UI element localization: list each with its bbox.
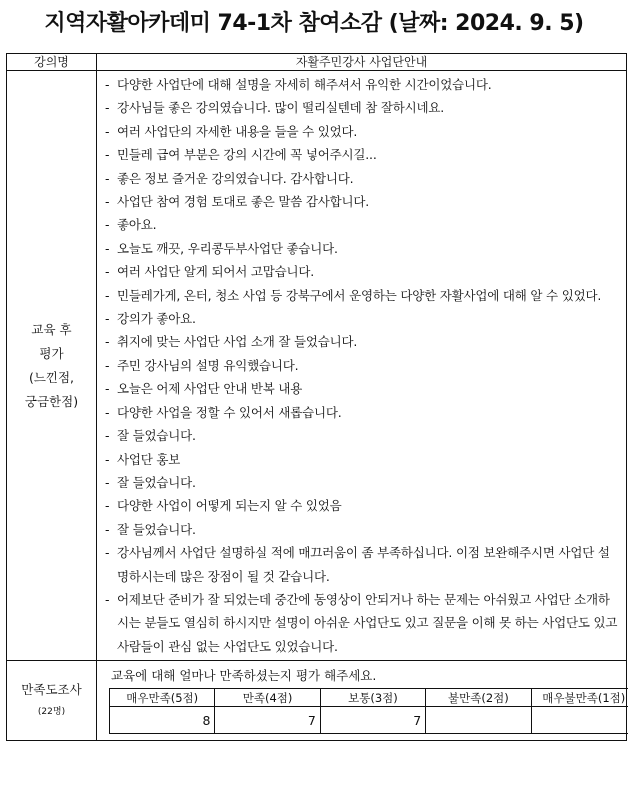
- rating-label-neutral: 보통(3점): [320, 689, 425, 707]
- feedback-item: - 주민 강사님의 설명 유익했습니다.: [105, 357, 299, 373]
- feedback-cell: [97, 71, 627, 661]
- satisfaction-count: (22명): [37, 706, 66, 717]
- rating-value-satisfied: 7: [215, 707, 320, 734]
- page-title: 지역자활아카데미 74-1차 참여소감 (날짜: 2024. 9. 5): [44, 11, 584, 36]
- feedback-label-line: 교육 후: [31, 321, 72, 337]
- rating-table: [109, 688, 628, 734]
- rating-label-very-dissatisfied: 매우불만족(1점): [531, 689, 628, 707]
- lecture-name-header: 강의명: [7, 54, 97, 71]
- feedback-item: - 다양한 사업을 정할 수 있어서 새롭습니다.: [105, 404, 342, 420]
- feedback-item: - 잘 들었습니다.: [105, 474, 196, 490]
- feedback-list: [97, 73, 626, 658]
- rating-value-very-satisfied: 8: [110, 707, 215, 734]
- feedback-item: - 잘 들었습니다.: [105, 428, 196, 444]
- feedback-item: - 다양한 사업이 어떻게 되는지 알 수 있었음: [105, 498, 342, 514]
- feedback-item: - 오늘도 깨끗, 우리콩두부사업단 좋습니다.: [105, 240, 338, 256]
- satisfaction-cell: [97, 661, 627, 741]
- rating-value-neutral: 7: [320, 707, 425, 734]
- rating-value-very-dissatisfied: [531, 707, 628, 734]
- satisfaction-label-cell: [7, 661, 97, 741]
- lecture-name-value: 자활주민강사 사업단안내: [97, 54, 627, 71]
- feedback-item: - 오늘은 어제 사업단 안내 반복 내용: [105, 381, 303, 397]
- feedback-item: - 민들레 급여 부분은 강의 시간에 꼭 넣어주시길...: [105, 147, 377, 163]
- feedback-item: - 취지에 맞는 사업단 사업 소개 잘 들었습니다.: [105, 334, 358, 350]
- feedback-item: - 어제보단 준비가 잘 되었는데 중간에 동영상이 안되거나 하는 문제는 아쉬웠고 사업단 소개하시는 분들도 열심히 하시지만 설명이 아쉬운 사업단도 있고 질문을 이해 못 하는 사업단도 있고 사람들이 관심 없는 사업단도 있었습니다.: [105, 591, 618, 654]
- feedback-item: - 좋은 정보 즐거운 강의였습니다. 감사합니다.: [105, 170, 354, 186]
- feedback-item: - 사업단 참여 경험 토대로 좋은 말씀 감사합니다.: [105, 194, 370, 210]
- feedback-item: - 강사님께서 사업단 설명하실 적에 매끄러움이 좀 부족하십니다. 이점 보완해주시면 사업단 설명하시는데 많은 장점이 될 것 같습니다.: [105, 545, 610, 584]
- survey-table: [6, 53, 627, 741]
- feedback-item: - 강사님들 좋은 강의였습니다. 많이 떨리실텐데 참 잘하시네요.: [105, 100, 445, 116]
- feedback-item: - 사업단 홍보: [105, 451, 181, 467]
- feedback-item: - 좋아요.: [105, 217, 157, 233]
- feedback-item: - 강의가 좋아요.: [105, 311, 196, 327]
- feedback-label: [7, 71, 97, 661]
- feedback-label-line: 궁금한점): [24, 393, 79, 409]
- feedback-item: - 민들레가게, 온터, 청소 사업 등 강북구에서 운영하는 다양한 자활사업에 대해 알 수 있었다.: [105, 287, 602, 303]
- feedback-label-line: (느낀점,: [28, 369, 75, 385]
- rating-value-dissatisfied: [426, 707, 531, 734]
- satisfaction-label: 만족도조사: [21, 681, 82, 697]
- satisfaction-question: 교육에 대해 얼마나 만족하셨는지 평가 해주세요.: [111, 668, 377, 684]
- rating-label-satisfied: 만족(4점): [215, 689, 320, 707]
- feedback-item: - 잘 들었습니다.: [105, 521, 196, 537]
- rating-label-very-satisfied: 매우만족(5점): [110, 689, 215, 707]
- feedback-item: - 여러 사업단 알게 되어서 고맙습니다.: [105, 264, 314, 280]
- rating-label-dissatisfied: 불만족(2점): [426, 689, 531, 707]
- feedback-label-line: 평가: [39, 345, 64, 361]
- feedback-item: - 여러 사업단의 자세한 내용을 들을 수 있었다.: [105, 123, 358, 139]
- feedback-item: - 다양한 사업단에 대해 설명을 자세히 해주셔서 유익한 시간이었습니다.: [105, 77, 492, 92]
